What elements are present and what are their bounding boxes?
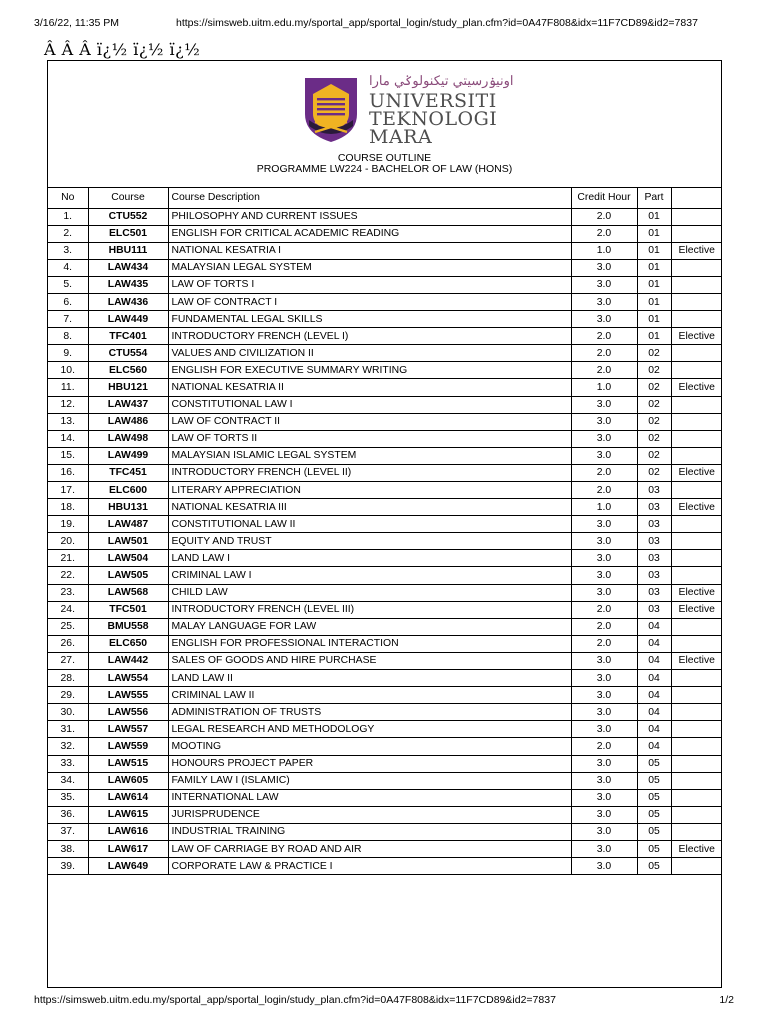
course-description: MALAY LANGUAGE FOR LAW xyxy=(168,618,571,635)
course-description: LAW OF TORTS II xyxy=(168,430,571,447)
row-no: 18. xyxy=(48,499,88,516)
course-description: JURISPRUDENCE xyxy=(168,806,571,823)
header-no: No xyxy=(48,188,88,208)
row-no: 17. xyxy=(48,482,88,499)
remark xyxy=(671,413,722,430)
course-description: ENGLISH FOR EXECUTIVE SUMMARY WRITING xyxy=(168,362,571,379)
table-row xyxy=(48,413,722,430)
credit-hour: 2.0 xyxy=(571,464,637,481)
credit-hour: 3.0 xyxy=(571,276,637,293)
credit-hour: 3.0 xyxy=(571,293,637,310)
table-row xyxy=(48,823,722,840)
credit-hour: 1.0 xyxy=(571,499,637,516)
course-description: PHILOSOPHY AND CURRENT ISSUES xyxy=(168,208,571,225)
course-code: TFC401 xyxy=(88,328,168,345)
table-row xyxy=(48,840,722,857)
table-row xyxy=(48,311,722,328)
part: 02 xyxy=(637,413,671,430)
remark xyxy=(671,567,722,584)
course-description: CRIMINAL LAW II xyxy=(168,687,571,704)
table-row xyxy=(48,328,722,345)
table-row xyxy=(48,362,722,379)
part: 01 xyxy=(637,328,671,345)
remark xyxy=(671,550,722,567)
university-name-line: UNIVERSITI xyxy=(369,90,497,112)
remark xyxy=(671,635,722,652)
table-row xyxy=(48,276,722,293)
part: 02 xyxy=(637,345,671,362)
part: 04 xyxy=(637,652,671,669)
remark xyxy=(671,430,722,447)
print-footer-url: https://simsweb.uitm.edu.my/sportal_app/sportal_login/study_plan.cfm?id=0A47F808&idx=11F7CD89&id2=7837 xyxy=(34,994,556,1006)
remark xyxy=(671,858,722,875)
course-code: LAW568 xyxy=(88,584,168,601)
row-no: 15. xyxy=(48,447,88,464)
row-no: 32. xyxy=(48,738,88,755)
remark xyxy=(671,311,722,328)
table-row xyxy=(48,293,722,310)
part: 02 xyxy=(637,430,671,447)
course-description: HONOURS PROJECT PAPER xyxy=(168,755,571,772)
remark xyxy=(671,225,722,242)
university-arabic-name: اونيۏرسيتي تيكنولوݢي مارا xyxy=(369,74,514,89)
course-code: TFC451 xyxy=(88,464,168,481)
course-code: LAW501 xyxy=(88,533,168,550)
credit-hour: 2.0 xyxy=(571,362,637,379)
table-row xyxy=(48,755,722,772)
course-description: LAW OF CARRIAGE BY ROAD AND AIR xyxy=(168,840,571,857)
row-no: 13. xyxy=(48,413,88,430)
part: 04 xyxy=(637,618,671,635)
header-course: Course xyxy=(88,188,168,208)
table-row xyxy=(48,738,722,755)
part: 01 xyxy=(637,259,671,276)
part: 05 xyxy=(637,789,671,806)
table-row xyxy=(48,242,722,259)
remark: Elective xyxy=(671,584,722,601)
course-code: LAW649 xyxy=(88,858,168,875)
course-description: LAW OF TORTS I xyxy=(168,276,571,293)
credit-hour: 3.0 xyxy=(571,858,637,875)
course-description: LITERARY APPRECIATION xyxy=(168,482,571,499)
course-code: TFC501 xyxy=(88,601,168,618)
table-row xyxy=(48,345,722,362)
table-row xyxy=(48,652,722,669)
row-no: 28. xyxy=(48,670,88,687)
remark xyxy=(671,396,722,413)
course-code: CTU552 xyxy=(88,208,168,225)
row-no: 34. xyxy=(48,772,88,789)
remark xyxy=(671,721,722,738)
row-no: 24. xyxy=(48,601,88,618)
remark xyxy=(671,259,722,276)
credit-hour: 3.0 xyxy=(571,516,637,533)
table-row xyxy=(48,858,722,875)
remark xyxy=(671,738,722,755)
remark xyxy=(671,618,722,635)
course-code: LAW605 xyxy=(88,772,168,789)
course-code: LAW557 xyxy=(88,721,168,738)
remark: Elective xyxy=(671,601,722,618)
row-no: 29. xyxy=(48,687,88,704)
credit-hour: 3.0 xyxy=(571,823,637,840)
course-code: LAW449 xyxy=(88,311,168,328)
course-code: LAW555 xyxy=(88,687,168,704)
part: 05 xyxy=(637,858,671,875)
part: 01 xyxy=(637,276,671,293)
row-no: 22. xyxy=(48,567,88,584)
credit-hour: 3.0 xyxy=(571,721,637,738)
remark: Elective xyxy=(671,499,722,516)
print-datetime: 3/16/22, 11:35 PM xyxy=(34,17,120,29)
header-part: Part xyxy=(637,188,671,208)
table-row xyxy=(48,430,722,447)
course-description: FUNDAMENTAL LEGAL SKILLS xyxy=(168,311,571,328)
course-code: LAW554 xyxy=(88,670,168,687)
course-code: CTU554 xyxy=(88,345,168,362)
credit-hour: 3.0 xyxy=(571,447,637,464)
remark xyxy=(671,755,722,772)
course-code: ELC650 xyxy=(88,635,168,652)
row-no: 6. xyxy=(48,293,88,310)
course-code: LAW505 xyxy=(88,567,168,584)
table-row xyxy=(48,601,722,618)
row-no: 27. xyxy=(48,652,88,669)
course-code: LAW436 xyxy=(88,293,168,310)
table-row xyxy=(48,704,722,721)
remark: Elective xyxy=(671,840,722,857)
remark xyxy=(671,276,722,293)
table-row xyxy=(48,772,722,789)
row-no: 37. xyxy=(48,823,88,840)
university-name xyxy=(369,92,497,146)
course-code: HBU131 xyxy=(88,499,168,516)
credit-hour: 3.0 xyxy=(571,567,637,584)
university-name-line: MARA xyxy=(369,126,433,148)
university-name-line: TEKNOLOGI xyxy=(369,108,498,130)
course-code: LAW437 xyxy=(88,396,168,413)
credit-hour: 2.0 xyxy=(571,482,637,499)
header-remark xyxy=(671,188,722,208)
course-description: NATIONAL KESATRIA III xyxy=(168,499,571,516)
course-code: LAW617 xyxy=(88,840,168,857)
remark xyxy=(671,293,722,310)
remark xyxy=(671,533,722,550)
remark xyxy=(671,482,722,499)
part: 05 xyxy=(637,806,671,823)
course-description: INTRODUCTORY FRENCH (LEVEL II) xyxy=(168,464,571,481)
row-no: 39. xyxy=(48,858,88,875)
row-no: 3. xyxy=(48,242,88,259)
remark xyxy=(671,806,722,823)
table-row xyxy=(48,379,722,396)
part: 02 xyxy=(637,396,671,413)
credit-hour: 3.0 xyxy=(571,840,637,857)
credit-hour: 3.0 xyxy=(571,806,637,823)
credit-hour: 3.0 xyxy=(571,772,637,789)
course-code: LAW615 xyxy=(88,806,168,823)
course-code: LAW515 xyxy=(88,755,168,772)
row-no: 25. xyxy=(48,618,88,635)
course-description: NATIONAL KESATRIA II xyxy=(168,379,571,396)
part: 03 xyxy=(637,482,671,499)
course-description: MOOTING xyxy=(168,738,571,755)
row-no: 8. xyxy=(48,328,88,345)
remark: Elective xyxy=(671,379,722,396)
part: 05 xyxy=(637,840,671,857)
course-code: LAW435 xyxy=(88,276,168,293)
part: 05 xyxy=(637,755,671,772)
part: 04 xyxy=(637,704,671,721)
outline-title xyxy=(48,153,721,175)
credit-hour: 3.0 xyxy=(571,584,637,601)
row-no: 33. xyxy=(48,755,88,772)
course-description: LAND LAW II xyxy=(168,670,571,687)
course-description: SALES OF GOODS AND HIRE PURCHASE xyxy=(168,652,571,669)
part: 02 xyxy=(637,464,671,481)
table-row xyxy=(48,687,722,704)
credit-hour: 3.0 xyxy=(571,670,637,687)
course-code: LAW556 xyxy=(88,704,168,721)
remark xyxy=(671,208,722,225)
course-description: EQUITY AND TRUST xyxy=(168,533,571,550)
course-code: LAW499 xyxy=(88,447,168,464)
table-row xyxy=(48,635,722,652)
part: 04 xyxy=(637,635,671,652)
course-description: MALAYSIAN LEGAL SYSTEM xyxy=(168,259,571,276)
credit-hour: 2.0 xyxy=(571,601,637,618)
course-outline-frame xyxy=(47,60,722,988)
remark: Elective xyxy=(671,242,722,259)
part: 01 xyxy=(637,208,671,225)
row-no: 2. xyxy=(48,225,88,242)
part: 01 xyxy=(637,293,671,310)
row-no: 36. xyxy=(48,806,88,823)
table-row xyxy=(48,464,722,481)
table-row xyxy=(48,550,722,567)
row-no: 14. xyxy=(48,430,88,447)
credit-hour: 3.0 xyxy=(571,652,637,669)
part: 01 xyxy=(637,311,671,328)
row-no: 26. xyxy=(48,635,88,652)
table-row xyxy=(48,721,722,738)
table-row xyxy=(48,499,722,516)
row-no: 31. xyxy=(48,721,88,738)
part: 03 xyxy=(637,584,671,601)
part: 02 xyxy=(637,379,671,396)
course-code: LAW498 xyxy=(88,430,168,447)
credit-hour: 3.0 xyxy=(571,533,637,550)
course-code: LAW559 xyxy=(88,738,168,755)
part: 05 xyxy=(637,772,671,789)
row-no: 21. xyxy=(48,550,88,567)
part: 03 xyxy=(637,601,671,618)
table-row xyxy=(48,670,722,687)
uitm-crest-logo xyxy=(301,76,361,144)
garbled-text: Â Â Â ï¿½ ï¿½ ï¿½ xyxy=(44,40,201,59)
course-description: ADMINISTRATION OF TRUSTS xyxy=(168,704,571,721)
remark xyxy=(671,345,722,362)
part: 02 xyxy=(637,447,671,464)
remark xyxy=(671,789,722,806)
credit-hour: 2.0 xyxy=(571,328,637,345)
part: 03 xyxy=(637,550,671,567)
credit-hour: 3.0 xyxy=(571,413,637,430)
course-outline-heading: COURSE OUTLINE xyxy=(337,152,432,164)
course-code: LAW614 xyxy=(88,789,168,806)
remark xyxy=(671,704,722,721)
table-row xyxy=(48,584,722,601)
credit-hour: 1.0 xyxy=(571,379,637,396)
credit-hour: 3.0 xyxy=(571,430,637,447)
print-header-url: https://simsweb.uitm.edu.my/sportal_app/sportal_login/study_plan.cfm?id=0A47F808&idx=11F7CD89&id2=7837 xyxy=(176,17,698,29)
credit-hour: 3.0 xyxy=(571,755,637,772)
remark: Elective xyxy=(671,328,722,345)
credit-hour: 3.0 xyxy=(571,311,637,328)
part: 01 xyxy=(637,225,671,242)
course-description: CONSTITUTIONAL LAW II xyxy=(168,516,571,533)
course-code: ELC560 xyxy=(88,362,168,379)
credit-hour: 2.0 xyxy=(571,618,637,635)
logo-area xyxy=(48,61,721,188)
part: 05 xyxy=(637,823,671,840)
row-no: 1. xyxy=(48,208,88,225)
credit-hour: 3.0 xyxy=(571,687,637,704)
table-row xyxy=(48,567,722,584)
course-code: BMU558 xyxy=(88,618,168,635)
remark: Elective xyxy=(671,464,722,481)
programme-heading: PROGRAMME LW224 - BACHELOR OF LAW (HONS) xyxy=(256,163,513,175)
row-no: 4. xyxy=(48,259,88,276)
course-description: CORPORATE LAW & PRACTICE I xyxy=(168,858,571,875)
course-description: INTRODUCTORY FRENCH (LEVEL III) xyxy=(168,601,571,618)
course-code: LAW616 xyxy=(88,823,168,840)
row-no: 16. xyxy=(48,464,88,481)
row-no: 9. xyxy=(48,345,88,362)
row-no: 7. xyxy=(48,311,88,328)
page-number: 1/2 xyxy=(719,994,734,1006)
course-code: HBU111 xyxy=(88,242,168,259)
table-row xyxy=(48,482,722,499)
remark xyxy=(671,823,722,840)
credit-hour: 1.0 xyxy=(571,242,637,259)
course-description: NATIONAL KESATRIA I xyxy=(168,242,571,259)
table-row xyxy=(48,516,722,533)
remark xyxy=(671,362,722,379)
course-description: FAMILY LAW I (ISLAMIC) xyxy=(168,772,571,789)
course-code: LAW504 xyxy=(88,550,168,567)
part: 03 xyxy=(637,499,671,516)
credit-hour: 3.0 xyxy=(571,259,637,276)
table-row xyxy=(48,618,722,635)
remark xyxy=(671,447,722,464)
course-description: INDUSTRIAL TRAINING xyxy=(168,823,571,840)
credit-hour: 3.0 xyxy=(571,789,637,806)
table-row xyxy=(48,789,722,806)
part: 03 xyxy=(637,516,671,533)
course-description: LEGAL RESEARCH AND METHODOLOGY xyxy=(168,721,571,738)
row-no: 10. xyxy=(48,362,88,379)
row-no: 38. xyxy=(48,840,88,857)
course-description: INTRODUCTORY FRENCH (LEVEL I) xyxy=(168,328,571,345)
course-code: ELC501 xyxy=(88,225,168,242)
table-row xyxy=(48,396,722,413)
course-code: LAW442 xyxy=(88,652,168,669)
row-no: 20. xyxy=(48,533,88,550)
course-description: VALUES AND CIVILIZATION II xyxy=(168,345,571,362)
row-no: 23. xyxy=(48,584,88,601)
row-no: 30. xyxy=(48,704,88,721)
row-no: 5. xyxy=(48,276,88,293)
remark xyxy=(671,772,722,789)
part: 02 xyxy=(637,362,671,379)
course-description: ENGLISH FOR CRITICAL ACADEMIC READING xyxy=(168,225,571,242)
credit-hour: 3.0 xyxy=(571,550,637,567)
course-code: HBU121 xyxy=(88,379,168,396)
row-no: 19. xyxy=(48,516,88,533)
table-row xyxy=(48,533,722,550)
course-description: CRIMINAL LAW I xyxy=(168,567,571,584)
table-header-row xyxy=(48,188,722,208)
course-description: LAND LAW I xyxy=(168,550,571,567)
course-description: LAW OF CONTRACT II xyxy=(168,413,571,430)
header-course-description: Course Description xyxy=(168,188,571,208)
table-row xyxy=(48,806,722,823)
course-code: LAW487 xyxy=(88,516,168,533)
row-no: 12. xyxy=(48,396,88,413)
credit-hour: 2.0 xyxy=(571,208,637,225)
credit-hour: 3.0 xyxy=(571,396,637,413)
table-row xyxy=(48,259,722,276)
table-row xyxy=(48,208,722,225)
remark xyxy=(671,670,722,687)
credit-hour: 2.0 xyxy=(571,345,637,362)
table-row xyxy=(48,447,722,464)
course-code: LAW434 xyxy=(88,259,168,276)
part: 04 xyxy=(637,670,671,687)
part: 04 xyxy=(637,738,671,755)
row-no: 11. xyxy=(48,379,88,396)
header-credit-hour: Credit Hour xyxy=(571,188,637,208)
part: 04 xyxy=(637,687,671,704)
part: 04 xyxy=(637,721,671,738)
course-description: CHILD LAW xyxy=(168,584,571,601)
remark: Elective xyxy=(671,652,722,669)
credit-hour: 2.0 xyxy=(571,738,637,755)
credit-hour: 3.0 xyxy=(571,704,637,721)
course-description: INTERNATIONAL LAW xyxy=(168,789,571,806)
course-description: ENGLISH FOR PROFESSIONAL INTERACTION xyxy=(168,635,571,652)
remark xyxy=(671,687,722,704)
table-row xyxy=(48,225,722,242)
part: 03 xyxy=(637,533,671,550)
credit-hour: 2.0 xyxy=(571,635,637,652)
remark xyxy=(671,516,722,533)
course-description: MALAYSIAN ISLAMIC LEGAL SYSTEM xyxy=(168,447,571,464)
part: 03 xyxy=(637,567,671,584)
part: 01 xyxy=(637,242,671,259)
course-code: LAW486 xyxy=(88,413,168,430)
course-code: ELC600 xyxy=(88,482,168,499)
study-plan-table xyxy=(48,188,722,875)
row-no: 35. xyxy=(48,789,88,806)
course-description: LAW OF CONTRACT I xyxy=(168,293,571,310)
course-description: CONSTITUTIONAL LAW I xyxy=(168,396,571,413)
credit-hour: 2.0 xyxy=(571,225,637,242)
